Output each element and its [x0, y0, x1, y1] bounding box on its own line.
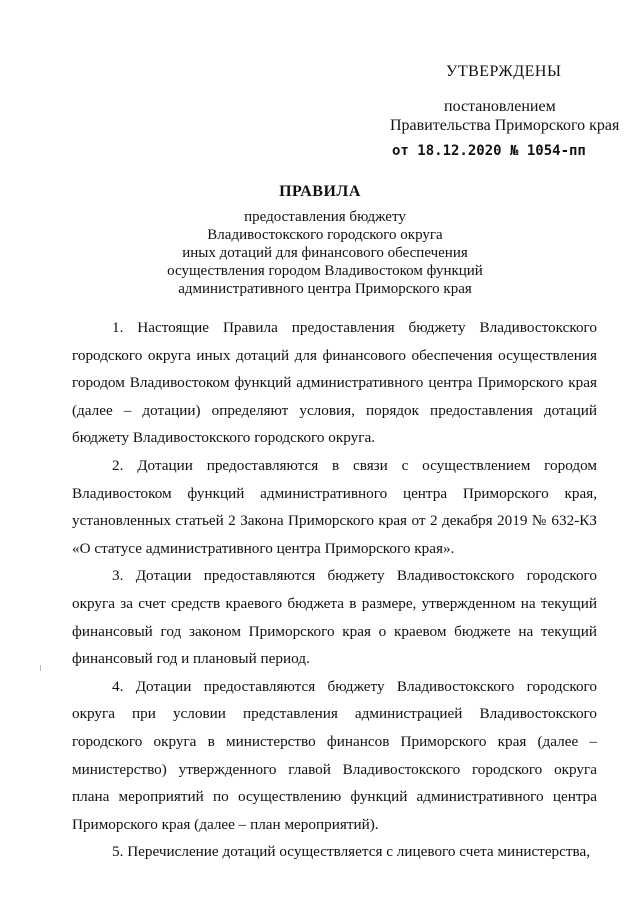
subtitle-line: Владивостокского городского округа: [207, 227, 443, 243]
paragraph-5: 5. Перечисление дотаций осуществляется с лицевого счета министерства,: [112, 843, 591, 861]
subtitle-line: предоставления бюджету: [244, 209, 406, 225]
approved-by-label: постановлением: [444, 98, 556, 115]
subtitle-line: административного центра Приморского края: [178, 281, 472, 297]
subtitle-line: осуществления городом Владивостоком функций: [167, 263, 483, 279]
document-subtitle: [150, 208, 500, 298]
document-title: ПРАВИЛА: [279, 183, 361, 200]
subtitle-line: иных дотаций для финансового обеспечения: [182, 245, 468, 261]
approving-authority: Правительства Приморского края: [390, 117, 620, 134]
paragraph-3: 3. Дотации предоставляются бюджету Владивостокского городского округа за счет средств краевого бюджета в размере, утвержденном на текущий финансовый год законом Приморского края о краевом бюджете на текущий финансовый год и плановый период.: [72, 567, 597, 668]
document-body: [72, 314, 597, 866]
paragraph-1: 1. Настоящие Правила предоставления бюджету Владивостокского городского округа иных дотаций для финансового обеспечения осуществления городом Владивостоком функций административного центра Приморского края (далее – дотации) определяют условия, порядок предоставления дотаций бюджету Владивостокского городского округа.: [72, 319, 597, 447]
scan-margin-mark: [40, 665, 41, 671]
resolution-stamp: от 18.12.2020 № 1054-пп: [392, 143, 586, 159]
approved-label: УТВЕРЖДЕНЫ: [446, 63, 562, 80]
paragraph-2: 2. Дотации предоставляются в связи с осуществлением городом Владивостоком функций административного центра Приморского края, установленных статьей 2 Закона Приморского края от 2 декабря 2019 № 632-КЗ «О статусе административного центра Приморского края».: [72, 456, 597, 557]
paragraph-4: 4. Дотации предоставляются бюджету Владивостокского городского округа при условии представления администрацией Владивостокского городского округа в министерство финансов Приморского края (далее – министерство) утвержденного главой Владивостокского городского округа плана мероприятий по осуществлению функций административного центра Приморского края (далее – план мероприятий).: [72, 677, 597, 833]
